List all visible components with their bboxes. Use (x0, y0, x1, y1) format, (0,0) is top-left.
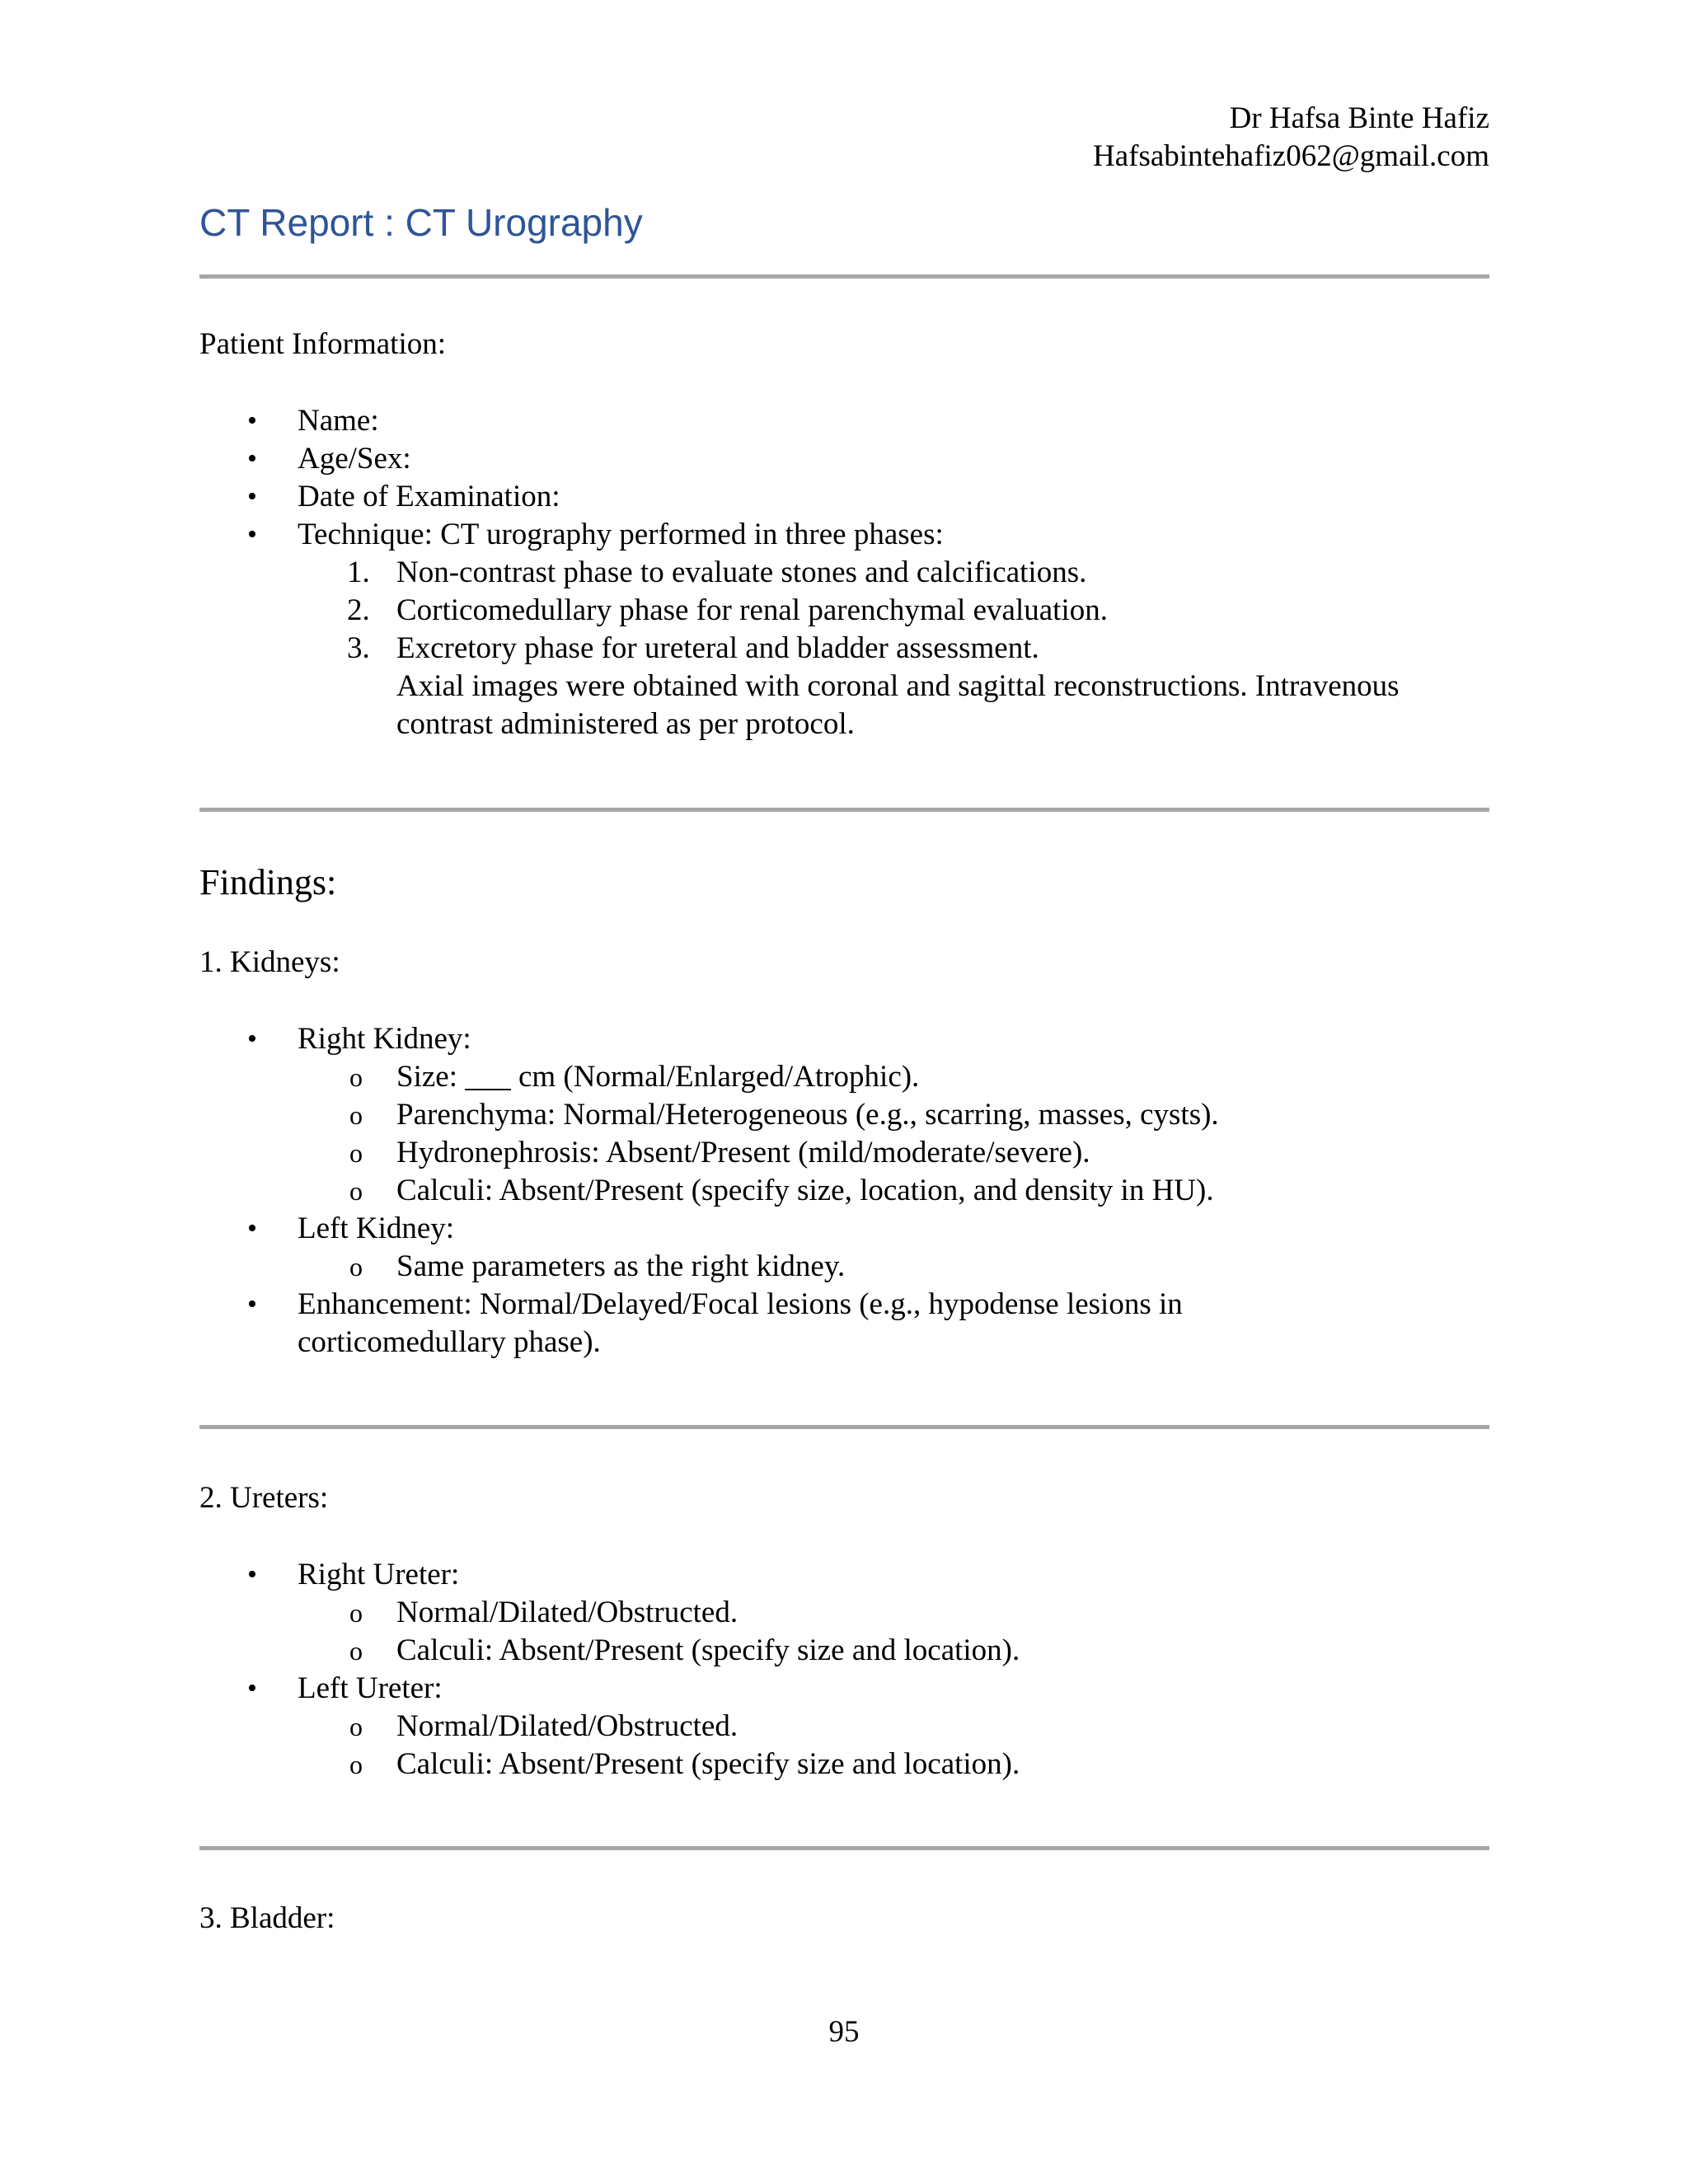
phase-item: Excretory phase for ureteral and bladder assessment. (396, 631, 1039, 665)
phase-number: 3. (347, 631, 370, 665)
divider (199, 274, 1489, 279)
list-item: Left Kidney: (298, 1212, 455, 1245)
author-email: Hafsabintehafiz062@gmail.com (1093, 139, 1489, 173)
phase-item: Corticomedullary phase for renal parenchymal evaluation. (396, 593, 1108, 627)
list-item: Age/Sex: (298, 442, 411, 476)
sub-list-item: Hydronephrosis: Absent/Present (mild/moderate/severe). (396, 1136, 1090, 1169)
divider (199, 1846, 1489, 1850)
sub-list-item: Calculi: Absent/Present (specify size and location). (396, 1633, 1020, 1667)
page-number: 95 (828, 2015, 860, 2049)
circle-bullet-icon: o (349, 1062, 363, 1092)
bullet-icon: • (247, 1289, 257, 1319)
circle-bullet-icon: o (349, 1636, 363, 1666)
list-item: Technique: CT urography performed in three phases: (298, 518, 944, 551)
bullet-icon: • (247, 1559, 257, 1590)
list-item: Date of Examination: (298, 480, 560, 513)
circle-bullet-icon: o (349, 1176, 363, 1206)
circle-bullet-icon: o (349, 1750, 363, 1779)
sub-list-item: Parenchyma: Normal/Heterogeneous (e.g., scarring, masses, cysts). (396, 1098, 1219, 1132)
phase-number: 1. (347, 555, 370, 589)
ureters-heading: 2. Ureters: (199, 1481, 329, 1515)
technique-note: contrast administered as per protocol. (396, 707, 855, 741)
page-title: CT Report : CT Urography (199, 201, 643, 244)
circle-bullet-icon: o (349, 1100, 363, 1130)
bullet-icon: • (247, 1024, 257, 1054)
sub-list-item: Size: ___ cm (Normal/Enlarged/Atrophic). (396, 1060, 920, 1094)
bullet-icon: • (247, 443, 257, 474)
sub-list-item: Normal/Dilated/Obstructed. (396, 1709, 738, 1743)
circle-bullet-icon: o (349, 1712, 363, 1741)
bladder-heading: 3. Bladder: (199, 1901, 335, 1935)
findings-heading: Findings: (199, 862, 337, 902)
author-name: Dr Hafsa Binte Hafiz (1229, 101, 1489, 135)
bullet-icon: • (247, 481, 257, 512)
circle-bullet-icon: o (349, 1598, 363, 1628)
bullet-icon: • (247, 1673, 257, 1704)
sub-list-item: Same parameters as the right kidney. (396, 1249, 846, 1283)
bullet-icon: • (247, 405, 257, 436)
list-item: Right Ureter: (298, 1558, 460, 1591)
patient-info-heading: Patient Information: (199, 327, 447, 361)
kidneys-heading: 1. Kidneys: (199, 945, 340, 979)
circle-bullet-icon: o (349, 1252, 363, 1282)
phase-number: 2. (347, 593, 370, 627)
list-item: Left Ureter: (298, 1671, 443, 1705)
list-item: Enhancement: Normal/Delayed/Focal lesions (e.g., hypodense lesions in (298, 1287, 1183, 1321)
divider (199, 808, 1489, 812)
sub-list-item: Calculi: Absent/Present (specify size, location, and density in HU). (396, 1174, 1214, 1207)
list-item-continuation: corticomedullary phase). (298, 1325, 601, 1359)
sub-list-item: Calculi: Absent/Present (specify size and location). (396, 1747, 1020, 1781)
phase-item: Non-contrast phase to evaluate stones and calcifications. (396, 555, 1087, 589)
divider (199, 1425, 1489, 1429)
list-item: Name: (298, 404, 379, 438)
list-item: Right Kidney: (298, 1022, 471, 1056)
circle-bullet-icon: o (349, 1138, 363, 1168)
bullet-icon: • (247, 519, 257, 550)
technique-note: Axial images were obtained with coronal and sagittal reconstructions. Intravenous (396, 669, 1400, 703)
sub-list-item: Normal/Dilated/Obstructed. (396, 1596, 738, 1629)
bullet-icon: • (247, 1213, 257, 1244)
